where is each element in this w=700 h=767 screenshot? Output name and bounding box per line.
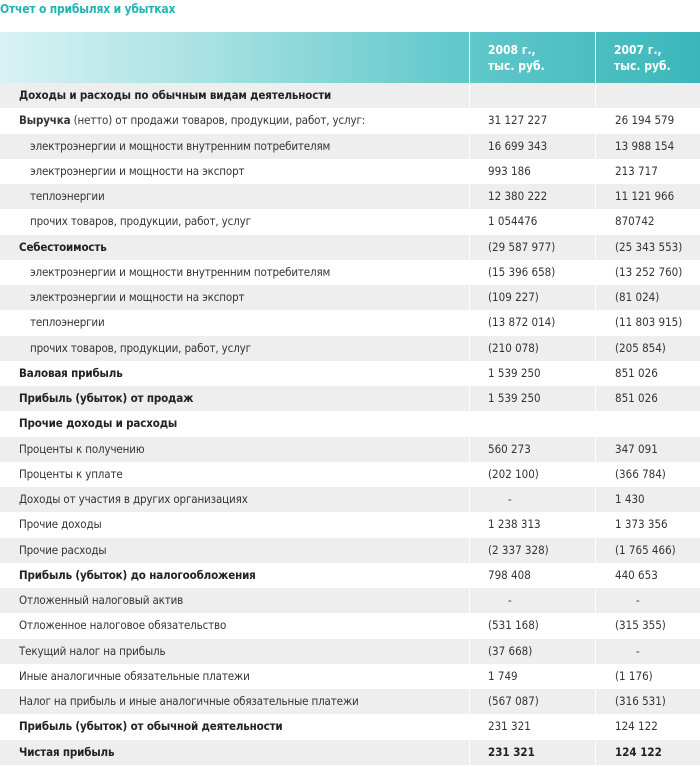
value-2007: 124 122 <box>615 744 662 759</box>
row-label: Отложенное налоговое обязательство <box>19 618 227 633</box>
value-2007: (1 176) <box>615 668 653 683</box>
row-label: электроэнергии и мощности на экспорт <box>30 163 245 178</box>
row-label: Прочие расходы <box>19 542 107 557</box>
value-2008: 1 539 250 <box>488 391 541 405</box>
column-divider-2007 <box>595 83 596 767</box>
value-2007: (205 854) <box>615 340 666 355</box>
value-2007: 13 988 154 <box>615 138 675 153</box>
value-2008: 798 408 <box>488 567 531 582</box>
value-2008: 31 127 227 <box>488 113 548 128</box>
row-label: Прочие доходы <box>19 517 102 532</box>
value-2007: 1 430 <box>615 492 645 506</box>
value-2008: 1 539 250 <box>488 365 541 380</box>
row-label: Чистая прибыль <box>19 744 115 759</box>
value-2007: 11 121 966 <box>615 189 675 203</box>
row-label: теплоэнергии <box>30 189 105 203</box>
row-label: Отложенный налоговый актив <box>19 593 184 607</box>
row-label-bold: Выручка <box>19 113 71 128</box>
value-2008: 12 380 222 <box>488 189 548 203</box>
row-label-rest: (нетто) от продажи товаров, продукции, работ, услуг: <box>70 113 366 128</box>
value-2007: 851 026 <box>615 391 658 405</box>
value-2008: - <box>508 492 512 506</box>
value-2008: 1 749 <box>488 668 518 683</box>
row-label: Налог на прибыль и иные аналогичные обязательные платежи <box>19 694 359 708</box>
column-header-2007 <box>595 32 700 83</box>
row-label: Доходы и расходы по обычным видам деятельности <box>19 88 332 102</box>
row-label: Прибыль (убыток) от продаж <box>19 391 194 405</box>
value-2007: - <box>636 593 640 607</box>
value-2007: 870742 <box>615 214 655 229</box>
row-label: Проценты к уплате <box>19 466 123 481</box>
value-2008: (202 100) <box>488 466 539 481</box>
value-2008: (567 087) <box>488 694 539 708</box>
value-2007: (25 343 553) <box>615 239 683 254</box>
value-2007: 26 194 579 <box>615 113 675 128</box>
row-label: Прочие доходы и расходы <box>19 416 178 431</box>
value-2007: 1 373 356 <box>615 517 668 532</box>
row-label: Прибыль (убыток) до налогообложения <box>19 567 256 582</box>
column-header-2008-line1: 2008 г., <box>488 43 536 57</box>
value-2008: (210 078) <box>488 340 539 355</box>
value-2007: (1 765 466) <box>615 542 676 557</box>
value-2008: 993 186 <box>488 163 531 178</box>
column-header-2007-line1: 2007 г., <box>614 43 662 57</box>
row-label: электроэнергии и мощности внутренним потребителям <box>30 264 331 279</box>
value-2008: (2 337 328) <box>488 542 549 557</box>
row-label <box>19 108 365 133</box>
value-2008: (531 168) <box>488 618 539 633</box>
value-2008: 231 321 <box>488 744 535 759</box>
row-label: прочих товаров, продукции, работ, услуг <box>30 340 251 355</box>
value-2007: 851 026 <box>615 365 658 380</box>
value-2007: 124 122 <box>615 719 658 734</box>
row-label: Текущий налог на прибыль <box>19 643 166 658</box>
table-header <box>0 32 700 83</box>
row-label: прочих товаров, продукции, работ, услуг <box>30 214 251 229</box>
value-2008: (37 668) <box>488 643 533 658</box>
row-label: Прибыль (убыток) от обычной деятельности <box>19 719 283 734</box>
value-2008: 1 238 313 <box>488 517 541 532</box>
row-label: Иные аналогичные обязательные платежи <box>19 668 250 683</box>
value-2008: (109 227) <box>488 290 539 304</box>
value-2008: (13 872 014) <box>488 315 556 330</box>
value-2007: 347 091 <box>615 441 658 456</box>
value-2007: 440 653 <box>615 567 658 582</box>
value-2007: (11 803 915) <box>615 315 683 330</box>
value-2008: 16 699 343 <box>488 138 548 153</box>
value-2008: (29 587 977) <box>488 239 556 254</box>
row-label: Валовая прибыль <box>19 365 123 380</box>
row-label: электроэнергии и мощности на экспорт <box>30 290 245 304</box>
row-label: Себестоимость <box>19 239 107 254</box>
value-2008: 231 321 <box>488 719 531 734</box>
page-title: Отчет о прибылях и убытках <box>0 2 176 16</box>
value-2008: (15 396 658) <box>488 264 556 279</box>
value-2008: 1 054476 <box>488 214 538 229</box>
value-2007: (315 355) <box>615 618 666 633</box>
value-2007: (366 784) <box>615 466 666 481</box>
row-label: Доходы от участия в других организациях <box>19 492 248 506</box>
value-2008: - <box>508 593 512 607</box>
value-2007: (81 024) <box>615 290 660 304</box>
value-2007: 213 717 <box>615 163 658 178</box>
value-2007: (13 252 760) <box>615 264 683 279</box>
column-header-2008 <box>469 32 595 83</box>
row-label: электроэнергии и мощности внутренним потребителям <box>30 138 331 153</box>
value-2007: (316 531) <box>615 694 666 708</box>
column-divider-2008 <box>469 83 470 767</box>
row-label: теплоэнергии <box>30 315 105 330</box>
row-label: Проценты к получению <box>19 441 145 456</box>
column-header-2008-line2: тыс. руб. <box>488 59 545 73</box>
column-header-2007-line2: тыс. руб. <box>614 59 671 73</box>
value-2008: 560 273 <box>488 441 531 456</box>
value-2007: - <box>636 643 640 658</box>
